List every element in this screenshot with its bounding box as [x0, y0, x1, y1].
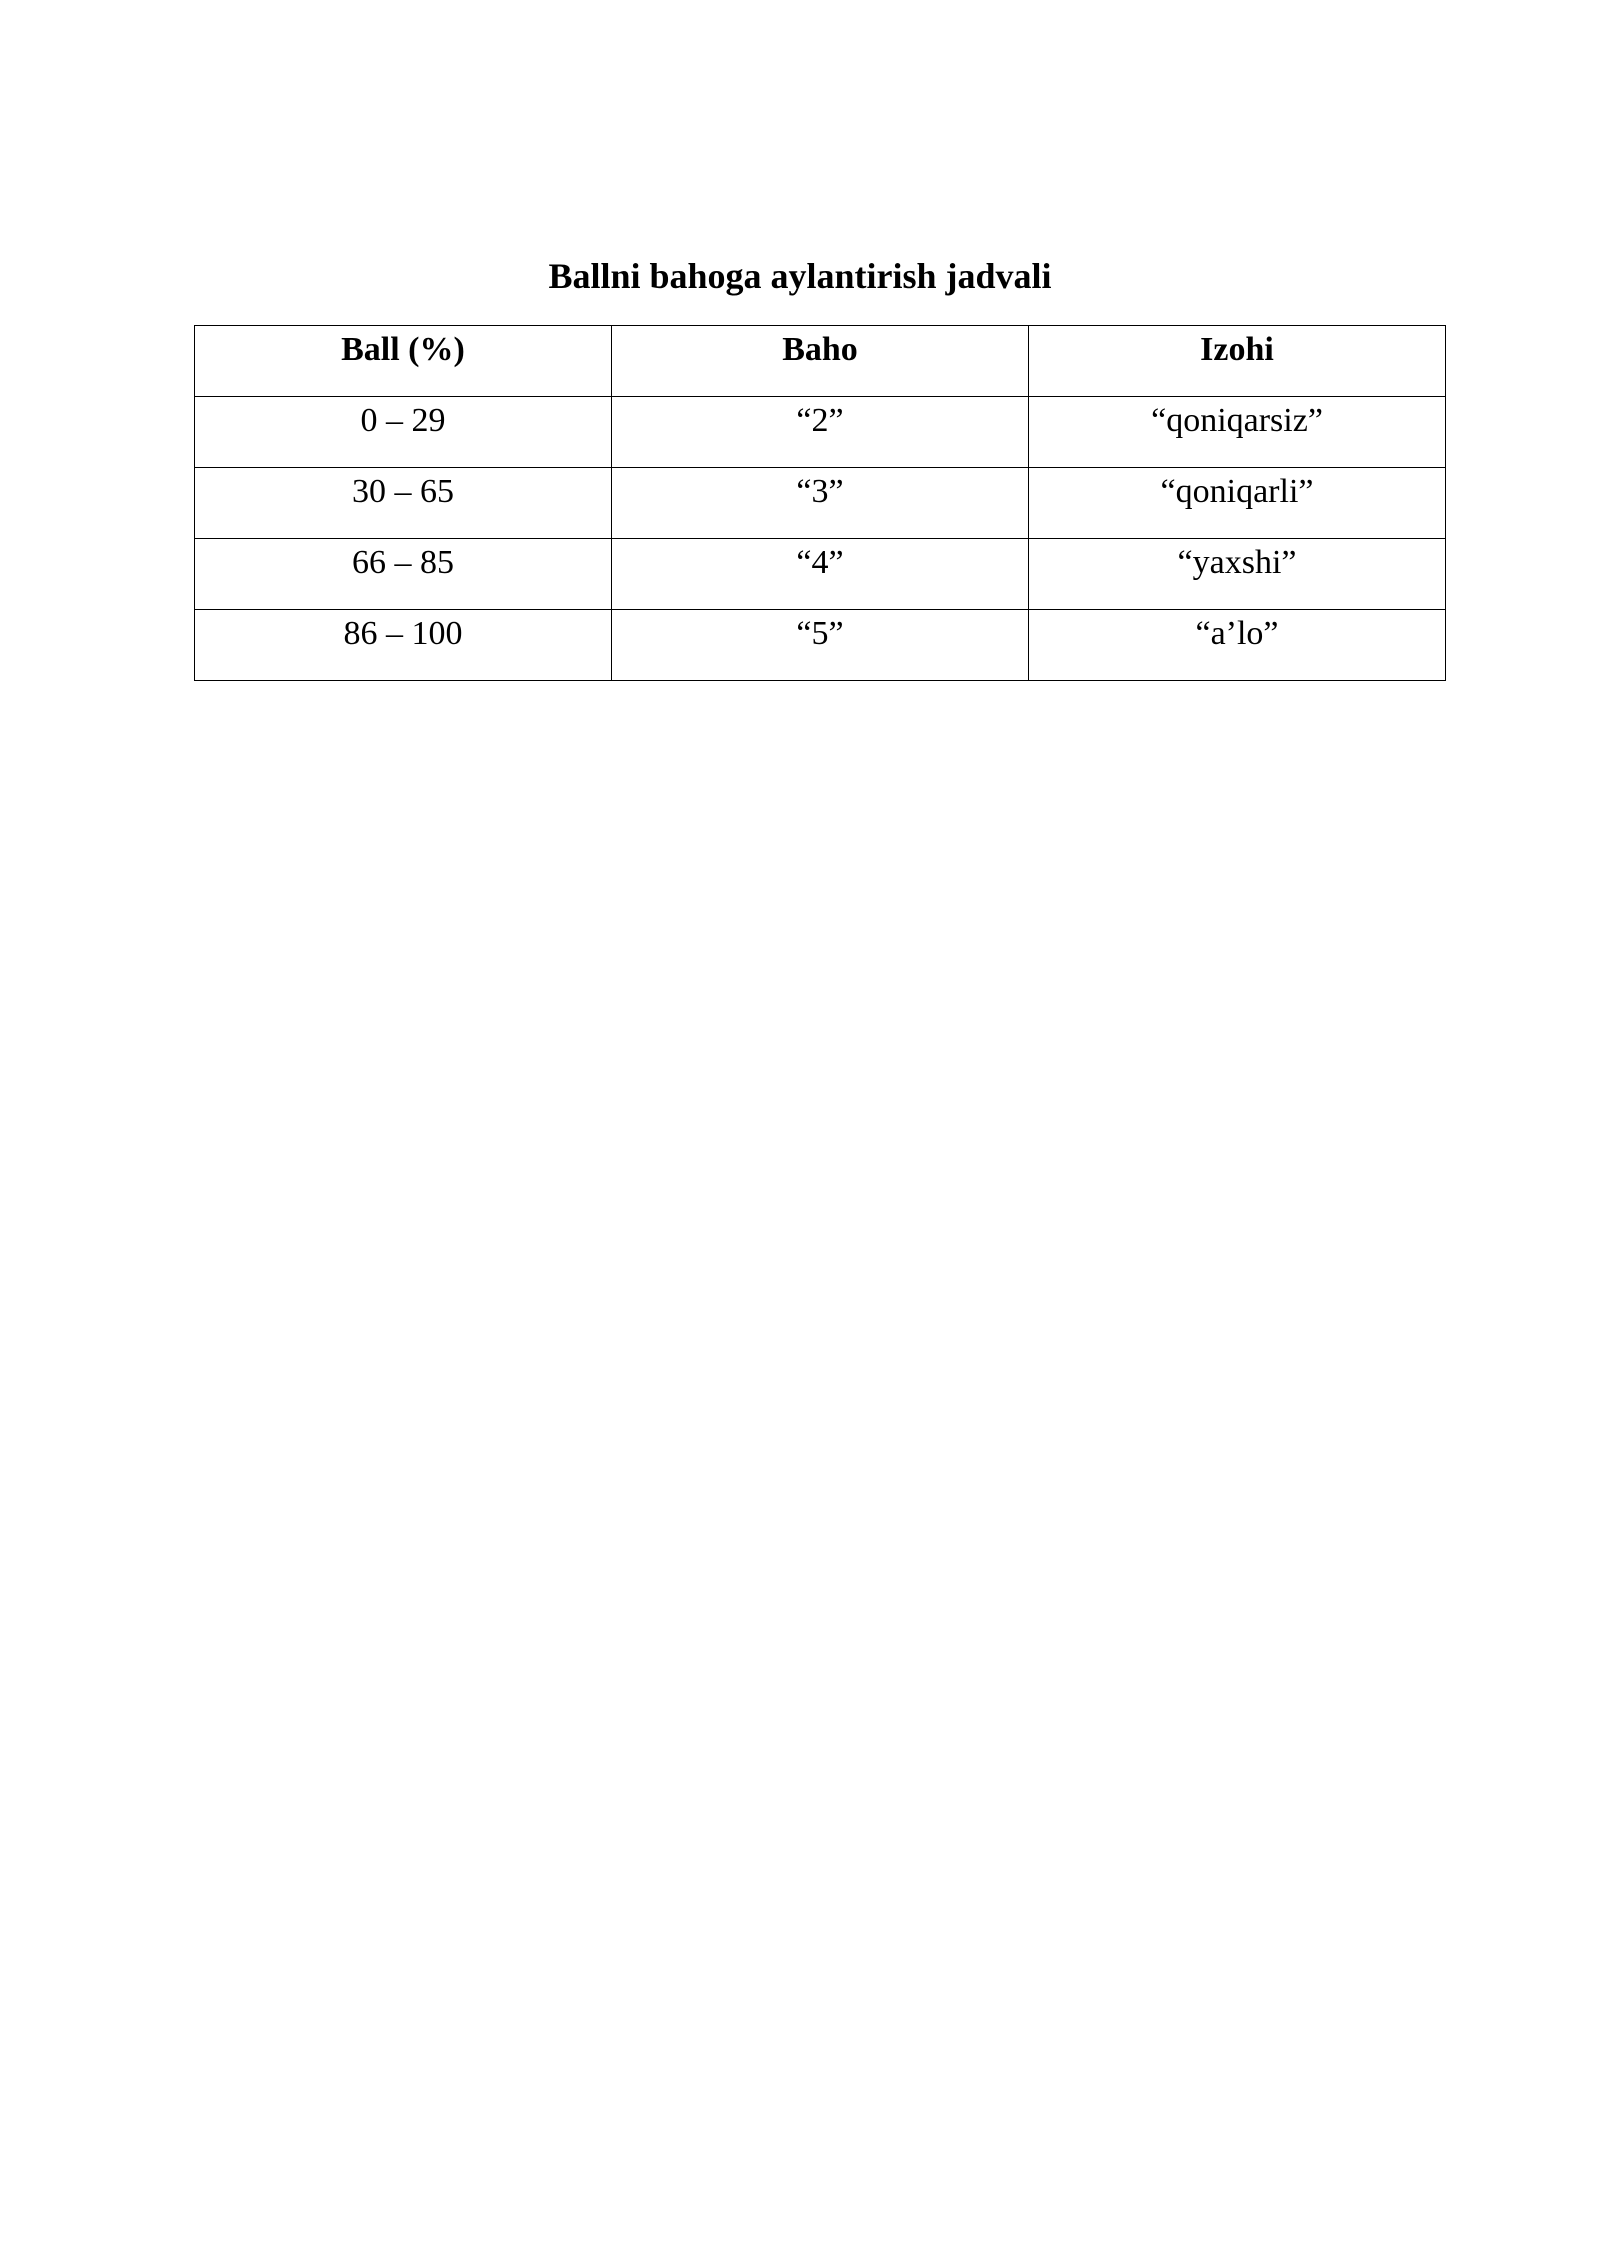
- cell-ball: 30 – 65: [195, 468, 612, 539]
- header-ball: Ball (%): [195, 326, 612, 397]
- table-row: [195, 610, 1446, 681]
- table-header-row: [195, 326, 1446, 397]
- document-title: Ballni bahoga aylantirish jadvali: [548, 256, 1052, 296]
- header-baho: Baho: [611, 326, 1028, 397]
- cell-baho: “5”: [611, 610, 1028, 681]
- cell-baho: “4”: [611, 539, 1028, 610]
- table-row: [195, 397, 1446, 468]
- cell-baho: “2”: [611, 397, 1028, 468]
- cell-ball: 0 – 29: [195, 397, 612, 468]
- cell-izohi: “yaxshi”: [1029, 539, 1446, 610]
- cell-izohi: “a’lo”: [1029, 610, 1446, 681]
- table-row: [195, 539, 1446, 610]
- cell-ball: 86 – 100: [195, 610, 612, 681]
- cell-baho: “3”: [611, 468, 1028, 539]
- table-row: [195, 468, 1446, 539]
- cell-ball: 66 – 85: [195, 539, 612, 610]
- header-izohi: Izohi: [1029, 326, 1446, 397]
- grade-conversion-table: [194, 325, 1446, 681]
- cell-izohi: “qoniqarli”: [1029, 468, 1446, 539]
- cell-izohi: “qoniqarsiz”: [1029, 397, 1446, 468]
